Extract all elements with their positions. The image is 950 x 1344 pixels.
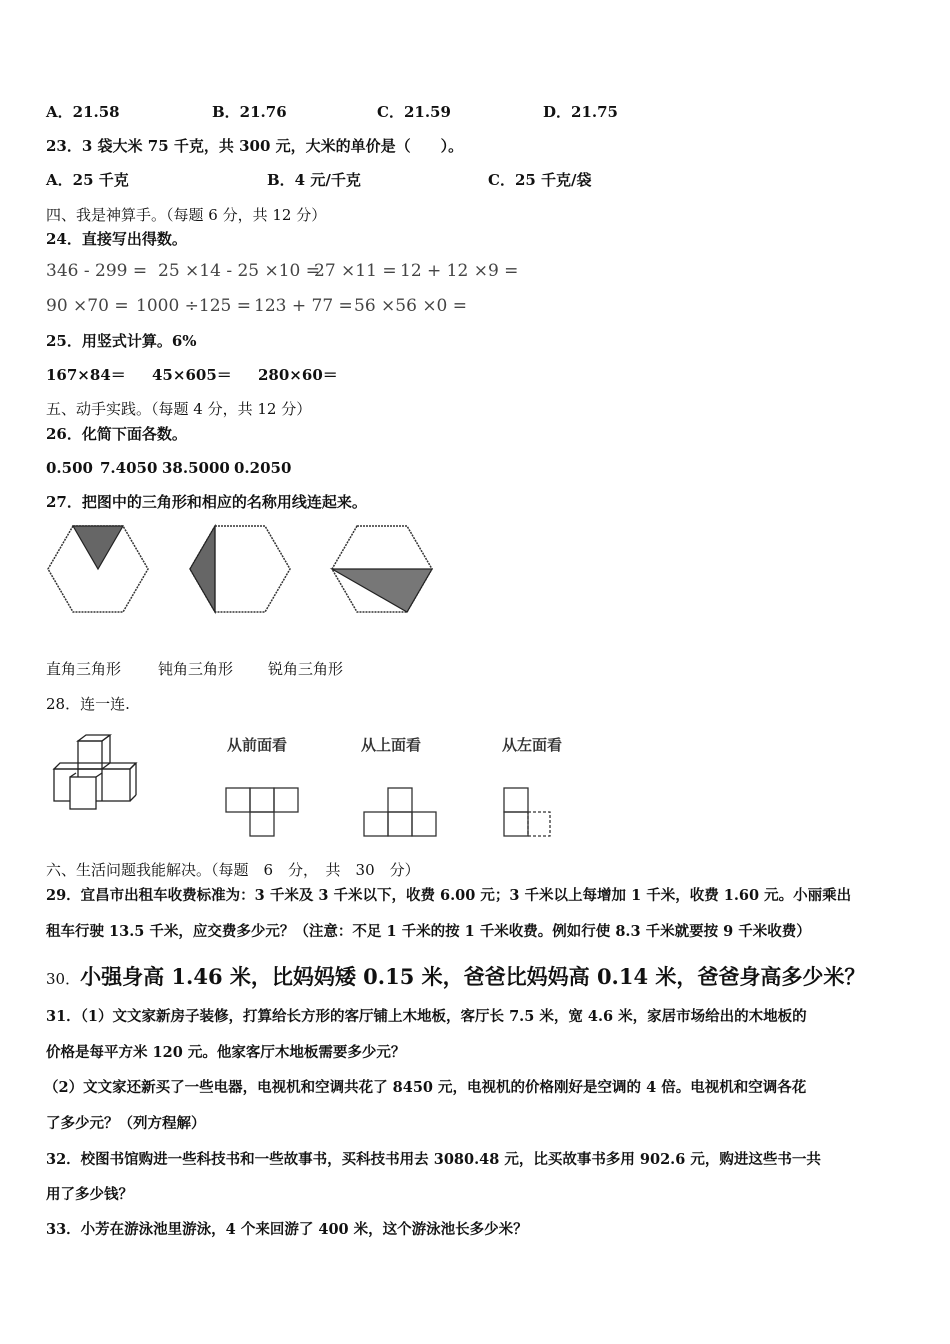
view-label-front: 从前面看	[227, 736, 288, 754]
q23-stem: 23．3 袋大米 75 千克，共 300 元，大米的单价是（ ）。	[46, 137, 464, 155]
q26-item-3: 38.5000	[162, 459, 230, 477]
triangle-name-obtuse: 钝角三角形	[158, 660, 234, 678]
q27-stem: 27．把图中的三角形和相应的名称用线连起来。	[46, 493, 367, 511]
q23-option-c: C．25 千克/袋	[488, 171, 592, 189]
q29-line1: 29．宜昌市出租车收费标准为：3 千米及 3 千米以下，收费 6.00 元；3 千米以上每增加 1 千米，收费 1.60 元。小丽乘出	[46, 887, 852, 904]
q24-expr-1: 346 - 299 =	[46, 261, 148, 281]
q24-expr-8: 56 ×56 ×0 =	[354, 296, 468, 316]
cube-stack-figure	[50, 733, 150, 813]
q24-expr-2: 25 ×14 - 25 ×10 =	[158, 261, 321, 281]
q32-line2: 用了多少钱？	[46, 1186, 133, 1203]
q33-line: 33．小芳在游泳池里游泳，4 个来回游了 400 米，这个游泳池长多少米？	[46, 1221, 528, 1238]
q30-line	[46, 963, 865, 993]
shaded-triangle-1	[73, 526, 123, 569]
shaded-triangle-2	[190, 526, 215, 612]
q26-item-2: 7.4050	[100, 459, 158, 477]
q30-text: 小强身高 1.46 米，比妈妈矮 0.15 米，爸爸比妈妈高 0.14 米，爸爸身高多少米？	[80, 964, 866, 989]
q28-stem: 28．连一连.	[46, 695, 130, 713]
view-shape-1	[222, 786, 304, 838]
q25-item-3: 280×60＝	[258, 366, 338, 384]
q31-line1: 31．（1）文文家新房子装修，打算给长方形的客厅铺上木地板，客厅长 7.5 米，宽 4.6 米，家居市场给出的木地板的	[46, 1008, 807, 1025]
hexagon-figure-3	[328, 522, 436, 616]
view-label-top: 从上面看	[361, 736, 422, 754]
q26-item-1: 0.500	[46, 459, 93, 477]
section4-title: 四、我是神算手。（每题 6 分，共 12 分）	[46, 206, 327, 224]
q23-option-b: B．4 元/千克	[267, 171, 361, 189]
q24-expr-3: 27 ×11 =	[314, 261, 397, 281]
view-shape-2	[360, 786, 442, 838]
q26-stem: 26．化简下面各数。	[46, 425, 187, 443]
q24-expr-5: 90 ×70 =	[46, 296, 129, 316]
q22-option-a: A．21.58	[46, 103, 120, 121]
hexagon-figure-2	[186, 522, 294, 616]
q24-expr-6: 1000 ÷125 =	[136, 296, 252, 316]
q25-item-1: 167×84＝	[46, 366, 126, 384]
shaded-triangle-3	[332, 569, 432, 612]
section5-title: 五、动手实践。（每题 4 分，共 12 分）	[46, 400, 312, 418]
q24-expr-4: 12 + 12 ×9 =	[400, 261, 519, 281]
q22-option-d: D．21.75	[543, 103, 618, 121]
hexagon-figure-1	[44, 522, 152, 616]
q25-item-2: 45×605＝	[152, 366, 232, 384]
view-shape-3	[500, 786, 556, 838]
q31-line3: （2）文文家还新买了一些电器，电视机和空调共花了 8450 元，电视机的价格刚好是空调的 4 倍。电视机和空调各花	[44, 1079, 807, 1096]
q23-option-a: A．25 千克	[46, 171, 129, 189]
view-label-left: 从左面看	[502, 736, 563, 754]
q30-number: 30．	[46, 970, 81, 988]
q24-expr-7: 123 + 77 =	[254, 296, 353, 316]
q24-stem: 24．直接写出得数。	[46, 230, 187, 248]
q22-option-b: B．21.76	[212, 103, 287, 121]
q31-line4: 了多少元？（列方程解）	[46, 1115, 206, 1132]
section6-title: 六、生活问题我能解决。（每题 6 分， 共 30 分）	[46, 861, 420, 879]
q26-item-4: 0.2050	[234, 459, 292, 477]
triangle-name-acute: 锐角三角形	[268, 660, 344, 678]
q29-line2: 租车行驶 13.5 千米，应交费多少元？（注意：不足 1 千米的按 1 千米收费。例如行使 8.3 千米就要按 9 千米收费）	[46, 923, 811, 940]
q31-line2: 价格是每平方米 120 元。他家客厅木地板需要多少元？	[46, 1044, 406, 1061]
triangle-name-right: 直角三角形	[46, 660, 122, 678]
q25-stem: 25．用竖式计算。6%	[46, 332, 197, 350]
q22-option-c: C．21.59	[377, 103, 451, 121]
q32-line1: 32．校图书馆购进一些科技书和一些故事书，买科技书用去 3080.48 元，比买故事书多用 902.6 元，购进这些书一共	[46, 1151, 821, 1168]
